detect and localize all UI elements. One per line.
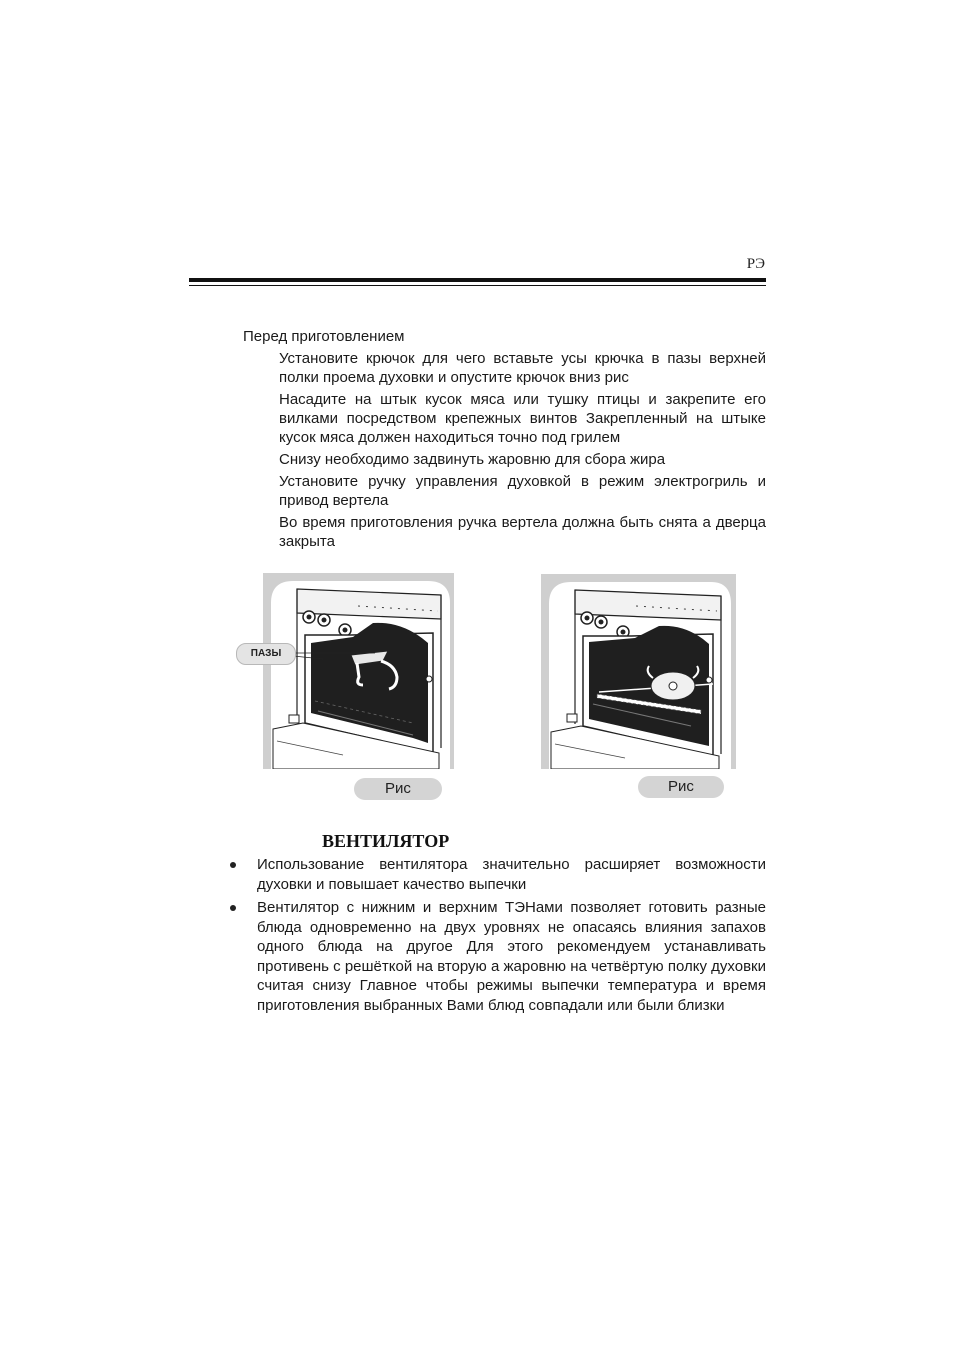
fan-bullet	[230, 855, 766, 894]
fan-bullet-text: Использование вентилятора значительно расширяет возможности духовки и повышает качество выпечки	[257, 856, 766, 893]
bullet-dot-icon	[230, 862, 236, 868]
document-code: РЭ	[746, 256, 765, 272]
cooking-step: Во время приготовления ручка вертела должна быть снята а дверца закрыта	[279, 514, 766, 550]
cooking-step: Насадите на штык кусок мяса или тушку птицы и закрепите его вилками посредством крепежных винтов Закрепленный на штыке кусок мяса должен находиться точно под грилем	[279, 391, 766, 446]
cooking-step: Установите ручку управления духовкой в режим электрогриль и привод вертела	[279, 473, 766, 509]
oven-hook-illustration-icon	[263, 573, 454, 769]
fan-bullet	[230, 898, 766, 1015]
header-rule-thin	[189, 285, 766, 286]
bullet-dot-icon	[230, 905, 236, 911]
figure-oven-spit	[541, 574, 736, 769]
fan-bullet-list	[230, 855, 766, 1019]
figure-caption: Рис	[354, 778, 442, 800]
slots-label: ПАЗЫ	[236, 643, 296, 665]
figure-oven-hook	[263, 573, 454, 769]
header-rule-thick	[189, 278, 766, 282]
oven-spit-illustration-icon	[541, 574, 736, 769]
cooking-step: Установите крючок для чего вставьте усы крючка в пазы верхней полки проема духовки и опустите крючок вниз рис	[279, 350, 766, 386]
section-title-before-cooking: Перед приготовлением	[243, 328, 405, 345]
fan-bullet-text: Вентилятор с нижним и верхним ТЭНами позволяет готовить разные блюда одновременно на двух уровнях не опасаясь влияния запахов одного блюда на другое Для этого рекомендуем устанавливать противень с решёткой на вторую а жаровню на четвёртую полку духовки считая снизу Главное чтобы режимы выпечки температура и время приготовления выбранных Вами блюд совпадали или были близки	[257, 899, 766, 1014]
section-title-fan: ВЕНТИЛЯТОР	[322, 831, 450, 851]
cooking-step: Снизу необходимо задвинуть жаровню для сбора жира	[279, 451, 666, 468]
cooking-steps-list	[279, 349, 766, 554]
figure-caption: Рис	[638, 776, 724, 798]
